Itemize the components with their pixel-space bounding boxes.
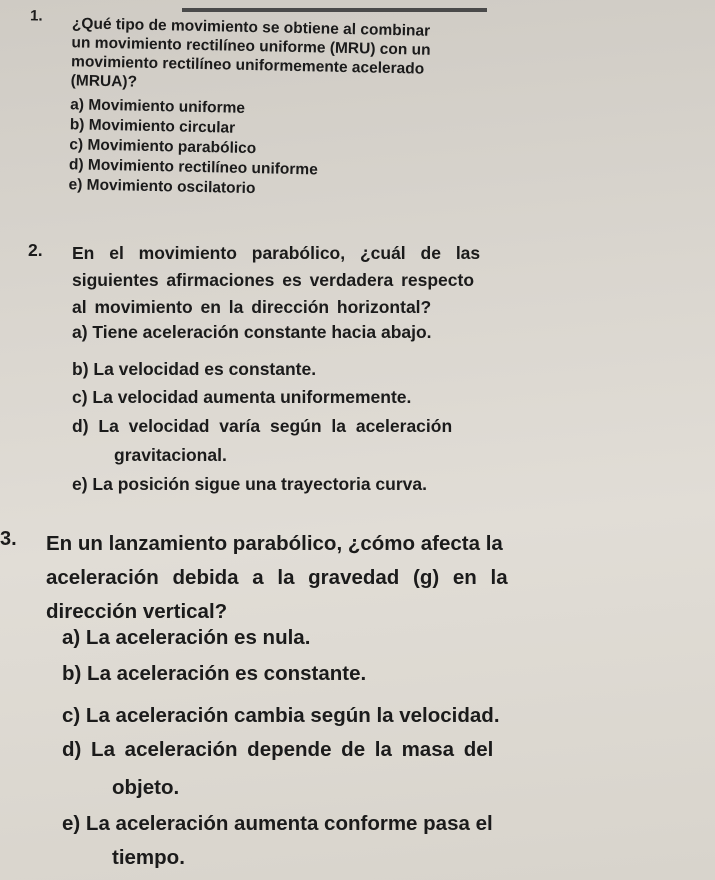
option-d-continuation: gravitacional. — [114, 445, 227, 465]
stem-line: En el movimiento parabólico, ¿cuál de las — [72, 243, 481, 263]
stem-line: siguientes afirmaciones es verdadera respecto — [72, 270, 475, 290]
stem-line: movimiento rectilíneo uniformemente acelerado — [70, 53, 425, 78]
question-number: 2. — [28, 240, 43, 260]
option-e: e) La posición sigue una trayectoria curva. — [72, 474, 427, 494]
option-b: b) La velocidad es constante. — [72, 359, 317, 379]
stem-line: al movimiento en la dirección horizontal? — [72, 297, 432, 317]
option-e-continuation: tiempo. — [112, 846, 185, 869]
question-number: 3. — [0, 528, 17, 550]
option-b: b) La aceleración es constante. — [62, 662, 367, 685]
option-a: a) Movimiento uniforme — [70, 96, 246, 117]
option-b: b) Movimiento circular — [69, 116, 236, 137]
option-a: a) Tiene aceleración constante hacia abajo. — [72, 322, 432, 342]
option-c: c) La velocidad aumenta uniformemente. — [72, 387, 412, 407]
option-d: d) La velocidad varía según la aceleración — [72, 416, 453, 436]
option-e: e) Movimiento oscilatorio — [68, 176, 256, 198]
option-c: c) Movimiento parabólico — [69, 136, 257, 158]
stem-line: aceleración debida a la gravedad (g) en la — [46, 566, 508, 589]
option-a: a) La aceleración es nula. — [62, 626, 311, 649]
option-d-continuation: objeto. — [112, 776, 180, 799]
option-d: d) La aceleración depende de la masa del — [62, 738, 494, 761]
stem-line: ¿Qué tipo de movimiento se obtiene al combinar — [71, 15, 431, 40]
option-d: d) Movimiento rectilíneo uniforme — [68, 156, 318, 179]
question-number: 1. — [29, 7, 43, 25]
question-stem — [46, 527, 508, 629]
option-e: e) La aceleración aumenta conforme pasa el — [62, 812, 493, 835]
stem-line: un movimiento rectilíneo uniforme (MRU) con un — [71, 34, 431, 59]
option-c: c) La aceleración cambia según la velocidad. — [62, 704, 500, 727]
stem-line: dirección vertical? — [46, 600, 228, 623]
stem-line: (MRUA)? — [70, 72, 138, 91]
stem-line: En un lanzamiento parabólico, ¿cómo afecta la — [46, 532, 503, 555]
